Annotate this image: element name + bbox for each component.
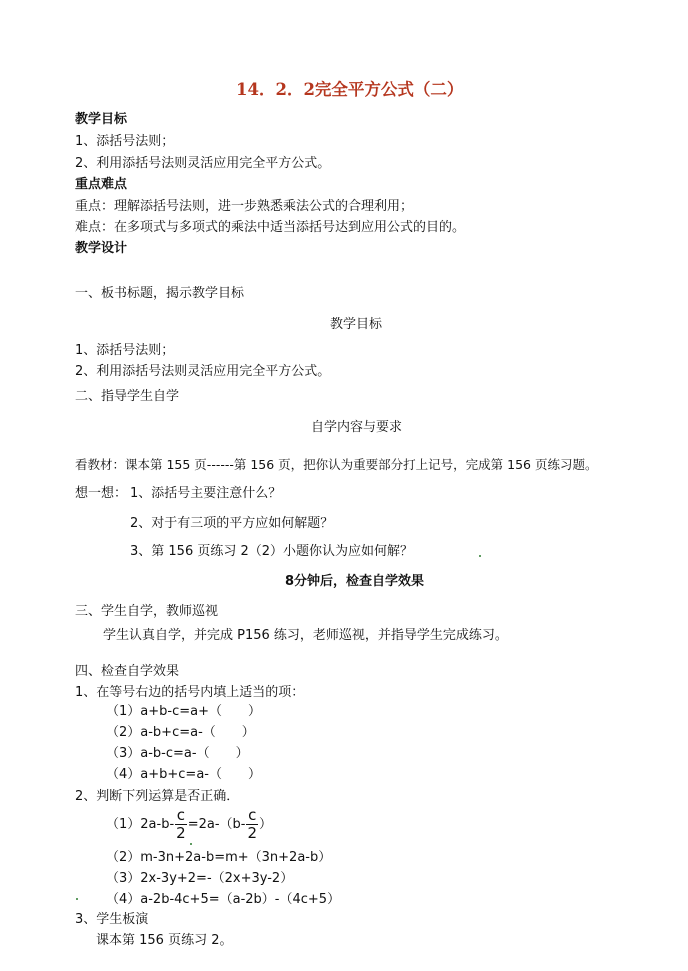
q2-item: （2）m-3n+2a-b=m+（3n+2a-b） <box>106 850 332 865</box>
question-2: 2、判断下列运算是否正确． <box>75 789 240 804</box>
goal-item: 1、添括号法则； <box>75 134 175 149</box>
fraction-numerator: c <box>248 806 257 824</box>
section1-center-title: 教学目标 <box>330 317 383 332</box>
think-label: 想一想： <box>75 486 128 501</box>
after-8-minutes: 8分钟后，检查自学效果 <box>285 574 425 589</box>
section1-heading: 一、板书标题，揭示教学目标 <box>75 286 245 301</box>
stray-dot <box>76 898 78 900</box>
section3-heading: 三、学生自学，教师巡视 <box>75 604 219 619</box>
q2-1-part-a: （1）2a-b- <box>106 817 175 832</box>
key-points-heading: 重点难点 <box>75 177 128 192</box>
goal-item: 2、利用添括号法则灵活应用完全平方公式。 <box>75 156 331 171</box>
q1-item: （1）a+b-c=a+（ ） <box>106 704 261 719</box>
fraction-c-over-2 <box>175 808 187 841</box>
question-1: 1、在等号右边的括号内填上适当的项： <box>75 685 305 700</box>
fraction-numerator: c <box>176 806 186 824</box>
q2-item: （4）a-2b-4c+5=（a-2b）-（4c+5） <box>106 892 341 907</box>
section4-heading: 四、检查自学效果 <box>75 664 180 679</box>
fraction-c-over-2 <box>246 808 258 841</box>
read-instruction: 看教材：课本第 155 页------第 156 页，把你认为重要部分打上记号，完成第 156 页练习题。 <box>75 457 598 472</box>
key-point: 重点：理解添括号法则，进一步熟悉乘法公式的合理利用； <box>75 199 414 214</box>
stray-dot <box>479 555 481 557</box>
section1-item: 2、利用添括号法则灵活应用完全平方公式。 <box>75 364 331 379</box>
think-item: 1、添括号主要注意什么？ <box>130 486 282 501</box>
section3-body: 学生认真自学，并完成 P156 练习，老师巡视，并指导学生完成练习。 <box>103 628 508 643</box>
difficulty-point: 难点：在多项式与多项式的乘法中适当添括号达到应用公式的目的。 <box>75 220 466 235</box>
goals-heading: 教学目标 <box>75 112 128 127</box>
section1-item: 1、添括号法则； <box>75 343 175 358</box>
q1-item: （4）a+b+c=a-（ ） <box>106 767 261 782</box>
q2-item: （3）2x-3y+2=-（2x+3y-2） <box>106 871 294 886</box>
page-title: 14．2．2完全平方公式（二） <box>236 80 464 99</box>
question-3-body: 课本第 156 页练习 2。 <box>96 933 233 948</box>
section2-center-title: 自学内容与要求 <box>311 420 403 435</box>
fraction-denominator: 2 <box>176 824 186 842</box>
section2-heading: 二、指导学生自学 <box>75 389 180 404</box>
stray-dot <box>190 843 192 845</box>
think-item: 3、第 156 页练习 2（2）小题你认为应如何解？ <box>130 544 414 559</box>
think-item: 2、对于有三项的平方应如何解题？ <box>130 516 334 531</box>
q2-1-part-b: =2a-（b- <box>187 817 246 832</box>
fraction-denominator: 2 <box>247 824 258 842</box>
question-3: 3、学生板演 <box>75 912 149 927</box>
q2-1-part-c: ） <box>259 817 273 832</box>
q1-item: （2）a-b+c=a-（ ） <box>106 725 255 740</box>
q2-item-1 <box>106 808 272 841</box>
design-heading: 教学设计 <box>75 241 128 256</box>
q1-item: （3）a-b-c=a-（ ） <box>106 746 249 761</box>
